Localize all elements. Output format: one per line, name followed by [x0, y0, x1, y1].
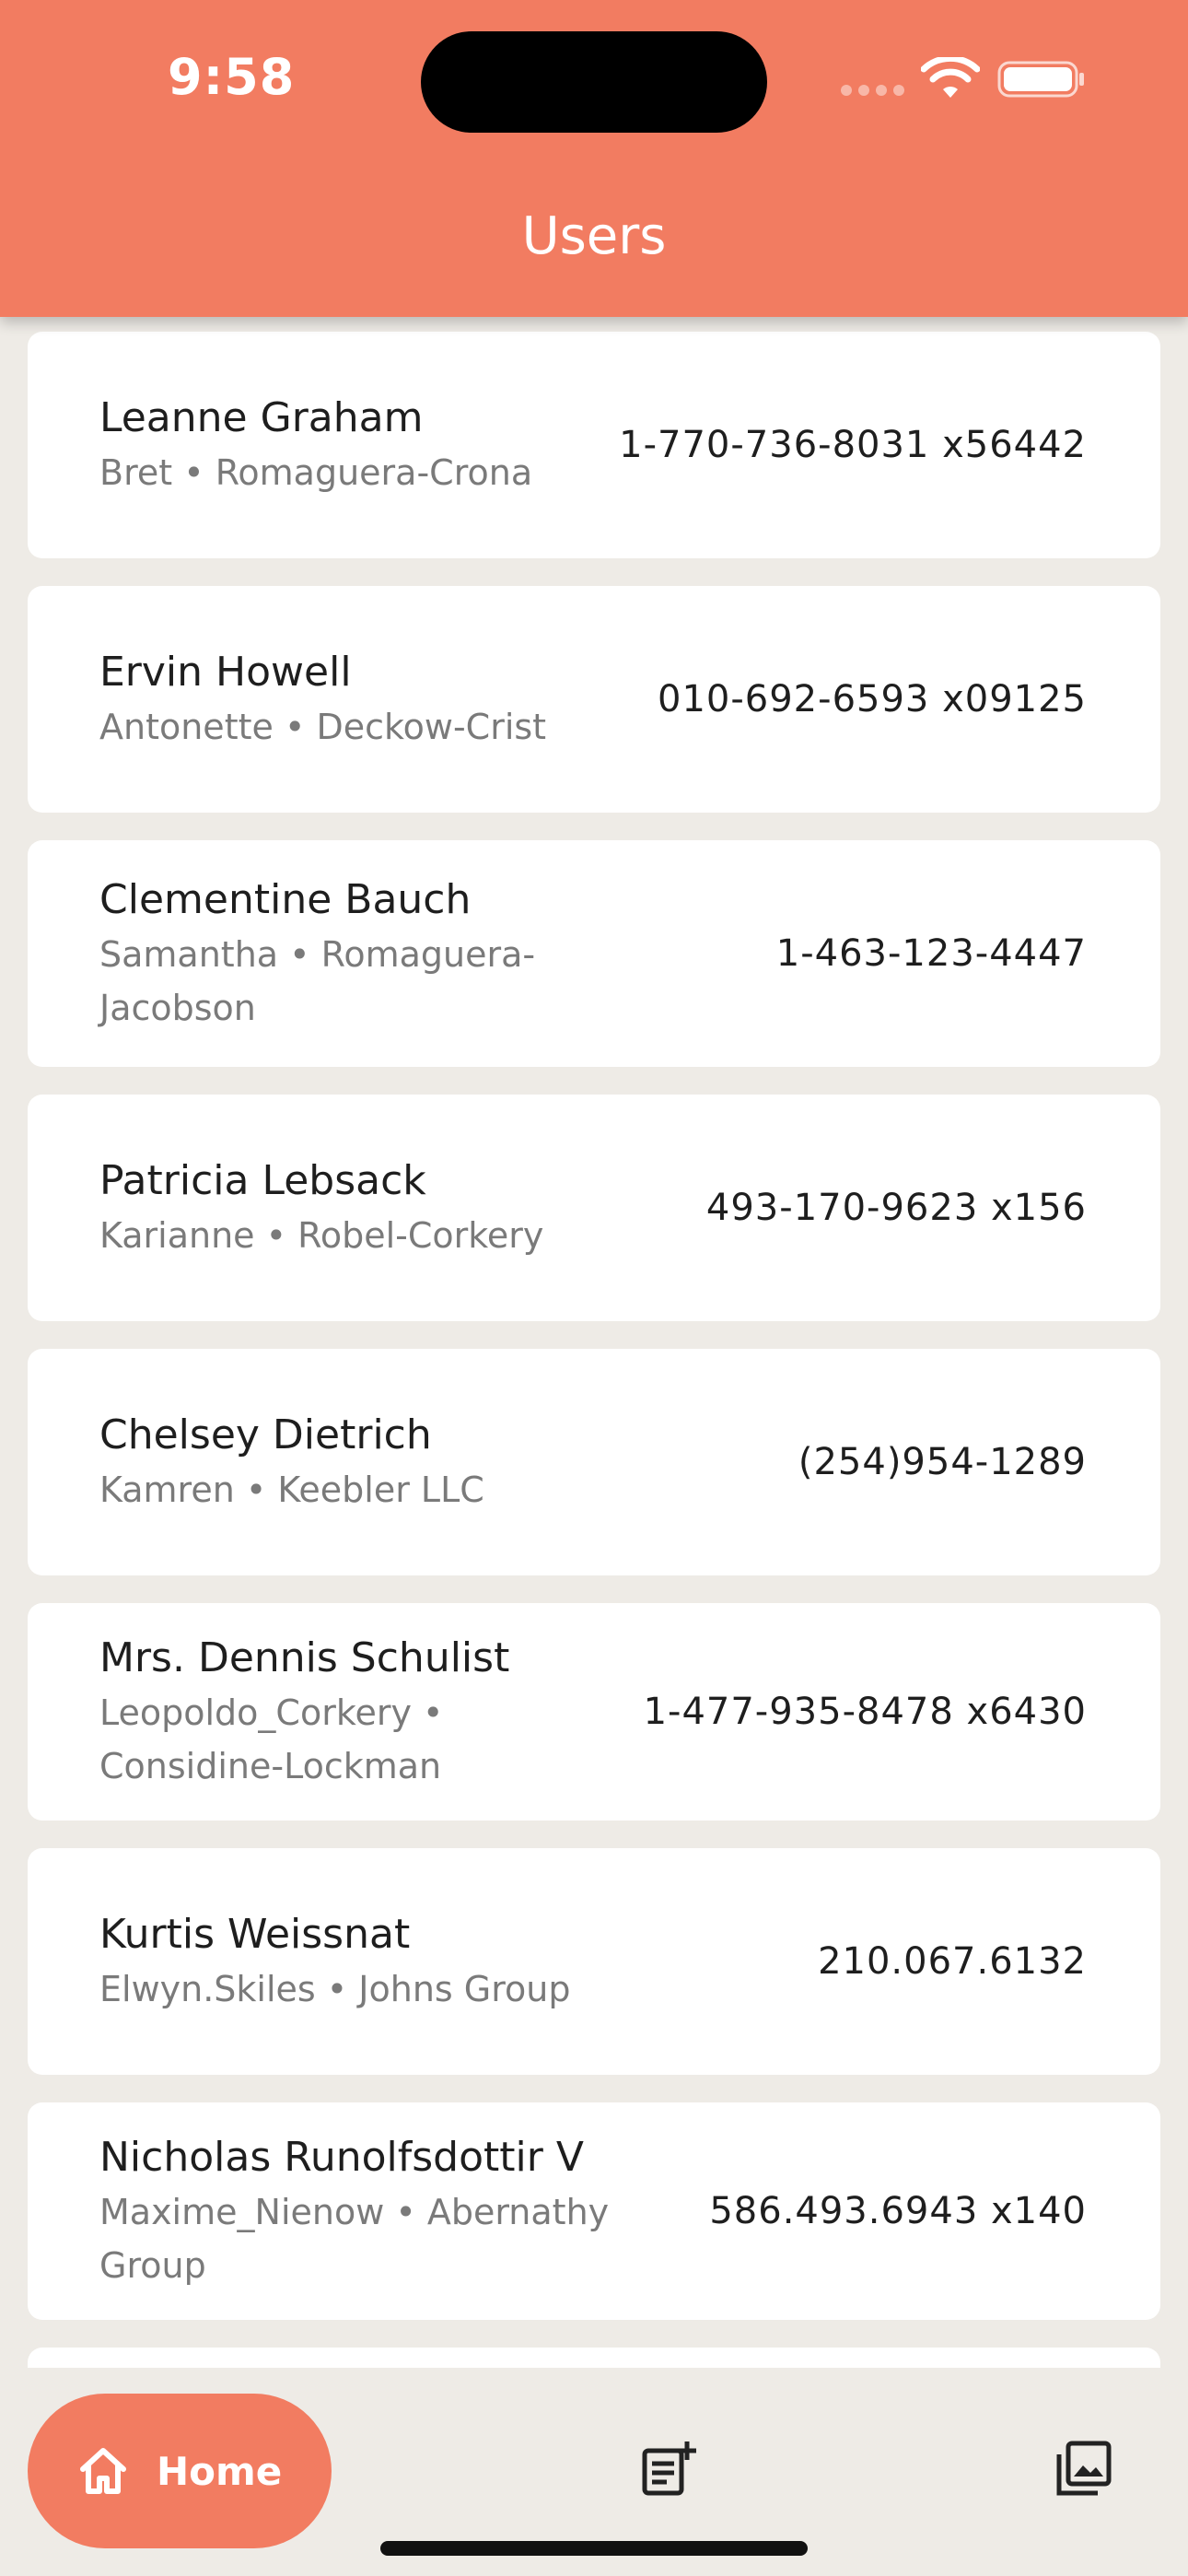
user-name: Kurtis Weissnat: [99, 1911, 411, 1958]
user-info: [99, 1631, 634, 1793]
battery-icon: [997, 61, 1086, 98]
home-tab-label: Home: [157, 2448, 283, 2494]
user-info: [99, 645, 658, 754]
user-name: Leanne Graham: [99, 394, 424, 441]
user-phone: 493-170-9623 x156: [705, 1187, 1087, 1229]
user-info: [99, 2130, 652, 2292]
user-phone: 1-770-736-8031 x56442: [619, 424, 1087, 466]
user-name: Patricia Lebsack: [99, 1157, 426, 1204]
user-card[interactable]: [28, 2102, 1160, 2320]
bottom-navigation: [0, 2368, 1188, 2576]
user-name: Chelsey Dietrich: [99, 1411, 432, 1458]
user-card[interactable]: [28, 332, 1160, 558]
user-phone: (254)954-1289: [798, 1441, 1087, 1483]
user-name: Mrs. Dennis Schulist: [99, 1634, 510, 1681]
user-subtitle: Samantha • Romaguera-Jacobson: [99, 934, 536, 1028]
user-phone: 010-692-6593 x09125: [658, 678, 1087, 720]
user-card[interactable]: [28, 1603, 1160, 1821]
home-indicator: [380, 2541, 808, 2556]
user-info: [99, 1408, 670, 1516]
user-subtitle: Antonette • Deckow-Crist: [99, 707, 547, 747]
user-card[interactable]: [28, 1095, 1160, 1321]
page-title: Users: [521, 206, 667, 266]
user-card[interactable]: [28, 840, 1160, 1067]
dynamic-island: [421, 31, 767, 133]
add-post-icon[interactable]: [639, 2440, 698, 2499]
user-subtitle: Bret • Romaguera-Crona: [99, 452, 533, 493]
user-subtitle: Karianne • Robel-Corkery: [99, 1215, 544, 1256]
user-phone: 210.067.6132: [818, 1940, 1087, 1983]
user-card[interactable]: [28, 1349, 1160, 1575]
user-info: [99, 872, 670, 1035]
user-subtitle: Kamren • Keebler LLC: [99, 1469, 484, 1510]
status-time: 9:58: [168, 48, 296, 106]
user-card[interactable]: [28, 1848, 1160, 2075]
user-info: [99, 1907, 670, 2016]
user-info: [99, 1153, 670, 1262]
user-info: [99, 391, 619, 499]
user-card[interactable]: [28, 586, 1160, 813]
cellular-signal-icon: [841, 85, 904, 96]
home-icon: [76, 2443, 131, 2499]
user-name: Ervin Howell: [99, 649, 352, 696]
wifi-icon: [921, 57, 980, 101]
user-phone: 1-477-935-8478 x6430: [643, 1691, 1087, 1733]
user-phone: 586.493.6943 x140: [709, 2190, 1087, 2232]
user-subtitle: Maxime_Nienow • Abernathy Group: [99, 2192, 610, 2286]
gallery-icon[interactable]: [1054, 2440, 1112, 2499]
user-phone: 1-463-123-4447: [775, 932, 1087, 975]
user-subtitle: Elwyn.Skiles • Johns Group: [99, 1969, 571, 2009]
user-name: Nicholas Runolfsdottir V: [99, 2134, 584, 2181]
user-name: Clementine Bauch: [99, 876, 472, 923]
user-subtitle: Leopoldo_Corkery • Considine-Lockman: [99, 1692, 444, 1786]
app-header: [0, 0, 1188, 317]
home-tab-button[interactable]: [28, 2394, 332, 2548]
